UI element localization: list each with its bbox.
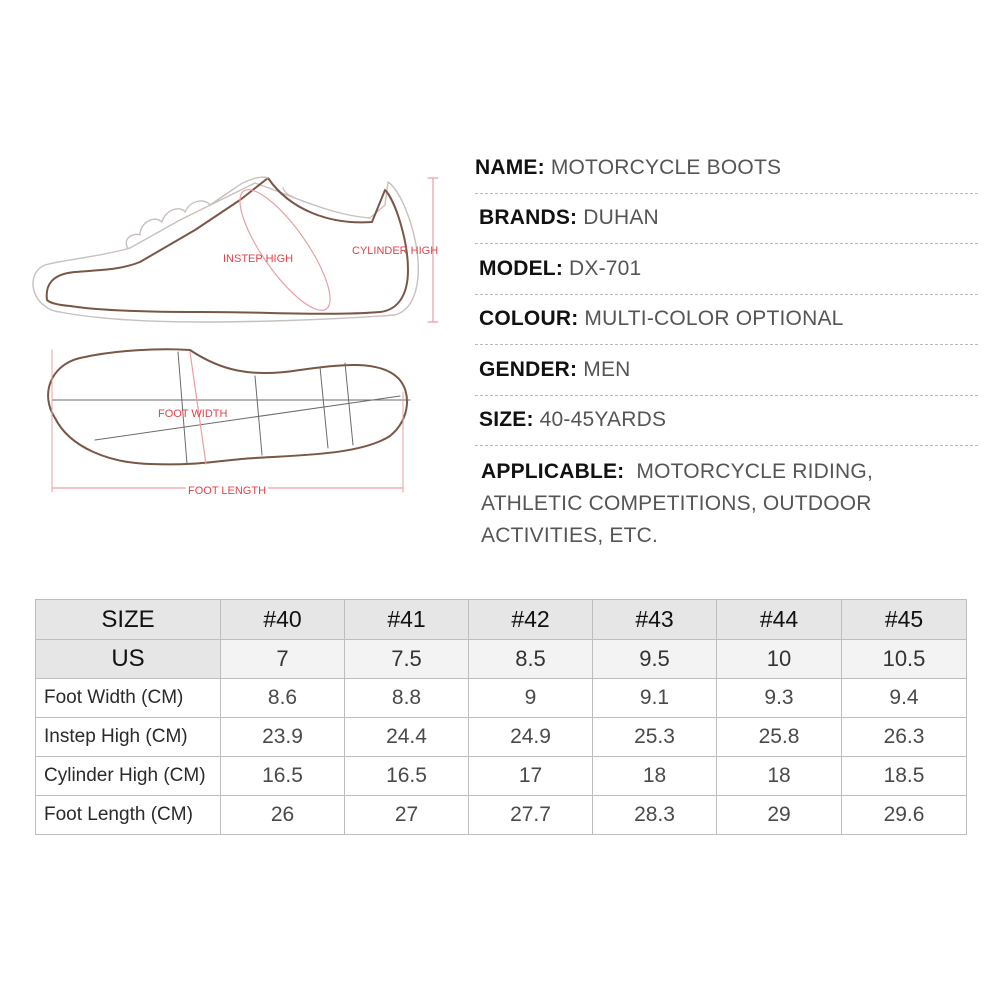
table-cell: 24.9 xyxy=(469,718,593,757)
spec-value: 40-45YARDS xyxy=(539,408,667,432)
table-cell: 28.3 xyxy=(593,796,717,835)
table-row-label: Cylinder High (CM) xyxy=(36,757,221,796)
foot-width-label: FOOT WIDTH xyxy=(158,408,228,420)
spec-applicable xyxy=(475,446,978,552)
table-header-cell: #41 xyxy=(345,600,469,640)
table-cell: 8.5 xyxy=(469,640,593,679)
table-cell: 29.6 xyxy=(842,796,967,835)
spec-gender xyxy=(475,345,978,396)
table-cell: 29 xyxy=(717,796,842,835)
table-cell: 10.5 xyxy=(842,640,967,679)
table-cell: 18 xyxy=(593,757,717,796)
table-header-row xyxy=(36,600,967,640)
table-row-label: Foot Width (CM) xyxy=(36,679,221,718)
table-cell: 10 xyxy=(717,640,842,679)
instep-ellipse xyxy=(226,178,345,321)
spec-value: MOTORCYCLE RIDING, ATHLETIC COMPETITIONS, OUTDOOR ACTIVITIES, ETC. xyxy=(481,460,873,547)
spec-value: MEN xyxy=(583,357,631,381)
size-chart-table xyxy=(35,599,967,835)
table-row xyxy=(36,796,967,835)
foot-length-label: FOOT LENGTH xyxy=(188,485,267,497)
spec-key: BRANDS: xyxy=(479,206,578,230)
spec-key: GENDER: xyxy=(479,357,578,381)
sole-diagonal xyxy=(95,396,400,440)
table-cell: 18.5 xyxy=(842,757,967,796)
spec-key: APPLICABLE: xyxy=(481,460,625,483)
spec-key: COLOUR: xyxy=(479,307,579,331)
shoe-measurement-diagram xyxy=(0,0,470,520)
spec-value: MULTI-COLOR OPTIONAL xyxy=(584,307,844,331)
table-row-label: Instep High (CM) xyxy=(36,718,221,757)
table-header-label: SIZE xyxy=(36,600,221,640)
table-cell: 17 xyxy=(469,757,593,796)
table-cell: 23.9 xyxy=(221,718,345,757)
table-header-cell: #42 xyxy=(469,600,593,640)
instep-high-label: INSTEP HIGH xyxy=(223,253,294,265)
table-cell: 8.8 xyxy=(345,679,469,718)
sole-width-line-2 xyxy=(255,376,262,455)
table-header-cell: #44 xyxy=(717,600,842,640)
table-cell: 9.1 xyxy=(593,679,717,718)
table-cell: 26.3 xyxy=(842,718,967,757)
spec-value: MOTORCYCLE BOOTS xyxy=(550,155,782,179)
table-cell: 26 xyxy=(221,796,345,835)
table-cell: 9.3 xyxy=(717,679,842,718)
table-cell: 7.5 xyxy=(345,640,469,679)
table-cell: 16.5 xyxy=(221,757,345,796)
table-row-label: Foot Length (CM) xyxy=(36,796,221,835)
table-cell: 27 xyxy=(345,796,469,835)
table-cell: 24.4 xyxy=(345,718,469,757)
table-cell: 18 xyxy=(717,757,842,796)
table-cell: 27.7 xyxy=(469,796,593,835)
table-row xyxy=(36,679,967,718)
spec-name xyxy=(475,143,978,194)
cylinder-high-label: CYLINDER HIGH xyxy=(352,245,439,257)
table-row xyxy=(36,718,967,757)
spec-value: DUHAN xyxy=(583,206,659,230)
table-header-cell: #43 xyxy=(593,600,717,640)
table-cell: 7 xyxy=(221,640,345,679)
table-row xyxy=(36,757,967,796)
spec-colour xyxy=(475,295,978,346)
spec-size xyxy=(475,396,978,447)
table-cell: 9.5 xyxy=(593,640,717,679)
table-cell: 25.3 xyxy=(593,718,717,757)
table-cell: 25.8 xyxy=(717,718,842,757)
spec-brand xyxy=(475,194,978,245)
table-row-label: US xyxy=(36,640,221,679)
table-row-us xyxy=(36,640,967,679)
table-header-cell: #45 xyxy=(842,600,967,640)
table-header-cell: #40 xyxy=(221,600,345,640)
shoe-sole-topview xyxy=(48,349,407,464)
spec-key: NAME: xyxy=(475,155,545,179)
spec-model xyxy=(475,244,978,295)
table-cell: 9 xyxy=(469,679,593,718)
spec-value: DX-701 xyxy=(569,256,642,280)
table-cell: 8.6 xyxy=(221,679,345,718)
spec-key: SIZE: xyxy=(479,408,534,432)
spec-key: MODEL: xyxy=(479,256,564,280)
table-cell: 9.4 xyxy=(842,679,967,718)
table-cell: 16.5 xyxy=(345,757,469,796)
product-specs xyxy=(475,143,978,552)
